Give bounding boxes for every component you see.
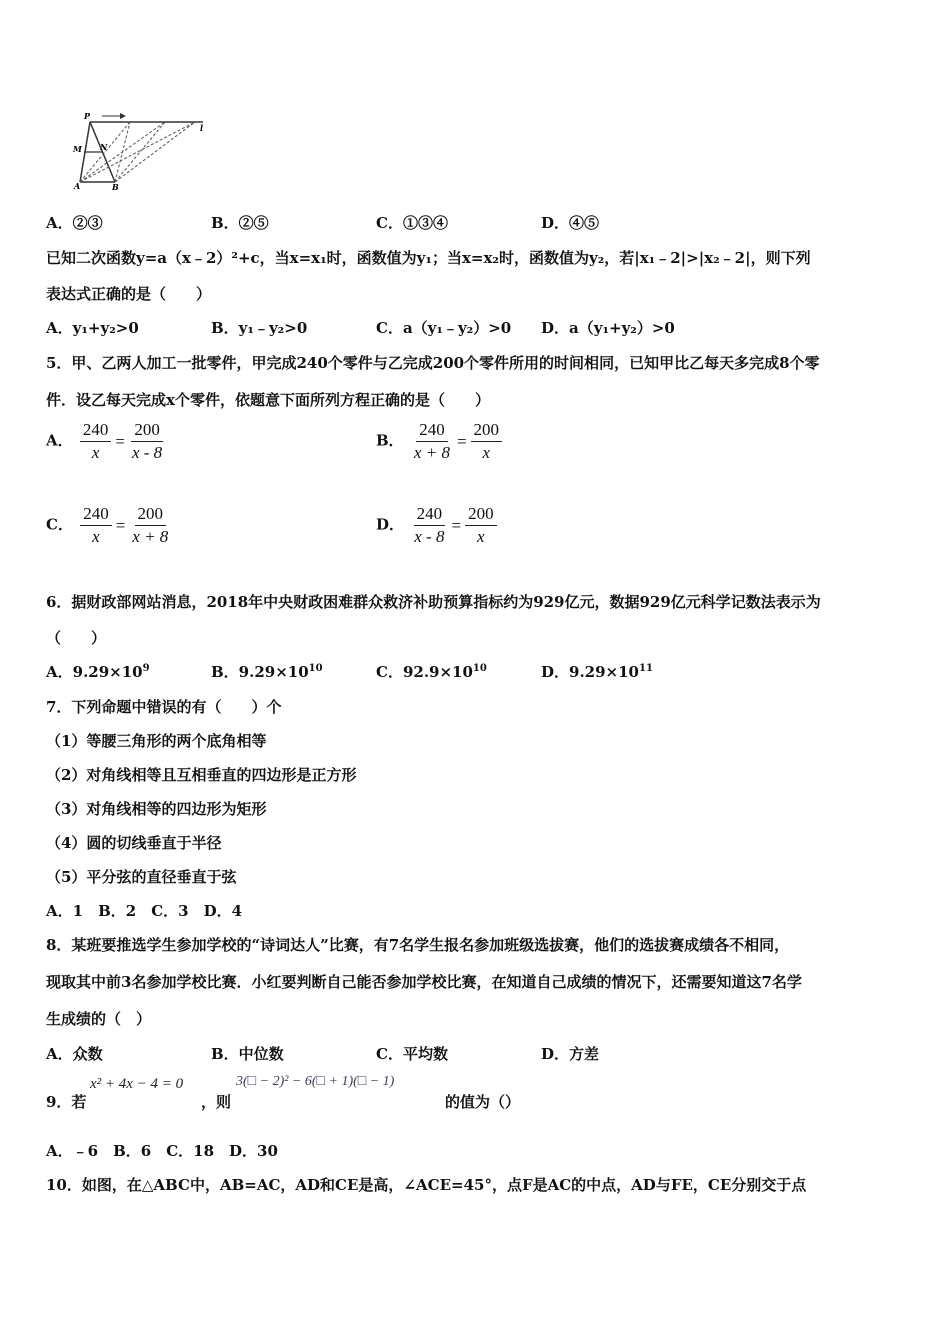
q7-stem: 7．下列命题中错误的有（ ）个 bbox=[46, 698, 282, 716]
q4-line-1: 已知二次函数y=a（x﹣2）²+c，当x=x₁时，函数值为y₁；当x=x₂时，函数值为y₂，若|x₁﹣2|>|x₂﹣2|，则下列 bbox=[46, 249, 811, 267]
q9-mid: ，则 bbox=[201, 1093, 232, 1111]
q8-line-1: 8．某班要推选学生参加学校的“诗词达人”比赛，有7名学生报名参加班级选拔赛，他们的选拔赛成绩各不相同， bbox=[46, 936, 790, 954]
q5-option-c: C． $\frac{240}{x}$ = $\frac{200}{x + 8}$ bbox=[46, 504, 169, 546]
q8-option-a: A．众数 bbox=[46, 1045, 103, 1063]
q3-option-a: A．②③ bbox=[46, 214, 103, 232]
q6-option-a: A．$9.29\times 10^9$ bbox=[46, 663, 150, 681]
geometry-figure bbox=[70, 110, 210, 190]
label-b: B bbox=[112, 182, 119, 190]
q3-option-c: C．①③④ bbox=[376, 214, 448, 232]
q8-option-b: B．中位数 bbox=[211, 1045, 284, 1063]
q5-line-1: 5．甲、乙两人加工一批零件，甲完成240个零件与乙完成200个零件所用的时间相同，已知甲比乙每天多完成8个零 bbox=[46, 354, 820, 372]
label-m: M bbox=[73, 144, 82, 154]
q7-item-4: （4）圆的切线垂直于半径 bbox=[46, 834, 222, 852]
q7-item-3: （3）对角线相等的四边形为矩形 bbox=[46, 800, 267, 818]
q3-option-d: D．④⑤ bbox=[541, 214, 600, 232]
label-l: l bbox=[200, 123, 204, 133]
q6-line-2: （ ） bbox=[46, 629, 107, 647]
q7-item-5: （5）平分弦的直径垂直于弦 bbox=[46, 868, 237, 886]
q6-option-b: B．$9.29\times 10^{10}$ bbox=[211, 663, 323, 681]
q10-line-1: 10．如图，在△ABC中，AB=AC，AD和CE是高，∠ACE=45°，点F是AC的中点，AD与FE，CE分别交于点 bbox=[46, 1176, 807, 1194]
q4-option-d: D．a（y₁+y₂）>0 bbox=[541, 319, 675, 337]
q5-option-d: D． $\frac{240}{x - 8}$ = $\frac{200}{x}$ bbox=[376, 504, 499, 547]
q5-line-2: 件．设乙每天完成x个零件，依题意下面所列方程正确的是（ ） bbox=[46, 391, 490, 409]
q9-suffix: 的值为（） bbox=[445, 1093, 521, 1111]
label-a: A bbox=[74, 181, 81, 190]
q9-prefix: 9．若 bbox=[46, 1093, 87, 1111]
label-n: N bbox=[100, 142, 108, 152]
q5-option-a: A． $\frac{240}{x}$ = $\frac{200}{x - 8}$ bbox=[46, 420, 163, 462]
q9-options: A．﹣6 B．6 C．18 D．30 bbox=[46, 1142, 278, 1160]
q4-line-2: 表达式正确的是（ ） bbox=[46, 285, 212, 303]
q7-item-2: （2）对角线相等且互相垂直的四边形是正方形 bbox=[46, 766, 357, 784]
q4-option-a: A．y₁+y₂>0 bbox=[46, 319, 139, 337]
q9-condition: x² + 4x − 4 = 0 bbox=[90, 1076, 184, 1092]
q4-option-b: B．y₁﹣y₂>0 bbox=[211, 319, 308, 337]
q7-item-1: （1）等腰三角形的两个底角相等 bbox=[46, 732, 267, 750]
q7-options: A．1 B．2 C．3 D．4 bbox=[46, 902, 243, 920]
q3-option-b: B．②⑤ bbox=[211, 214, 269, 232]
q8-line-3: 生成绩的（ ） bbox=[46, 1010, 152, 1028]
q8-option-d: D．方差 bbox=[541, 1045, 600, 1063]
q6-line-1: 6．据财政部网站消息，2018年中央财政困难群众救济补助预算指标约为929亿元，数据929亿元科学记数法表示为 bbox=[46, 593, 821, 611]
q9-expression: 3(□ − 2)² − 6(□ + 1)(□ − 1) bbox=[236, 1074, 395, 1089]
q8-option-c: C．平均数 bbox=[376, 1045, 448, 1063]
label-p: P bbox=[84, 111, 91, 121]
q6-option-d: D．$9.29\times 10^{11}$ bbox=[541, 663, 653, 681]
q4-option-c: C．a（y₁﹣y₂）>0 bbox=[376, 319, 512, 337]
q8-line-2: 现取其中前3名参加学校比赛．小红要判断自己能否参加学校比赛，在知道自己成绩的情况下，还需要知道这7名学 bbox=[46, 973, 802, 991]
q5-option-b: B． $\frac{240}{x + 8}$ = $\frac{200}{x}$ bbox=[376, 420, 504, 463]
q6-option-c: C．$92.9\times 10^{10}$ bbox=[376, 663, 487, 681]
